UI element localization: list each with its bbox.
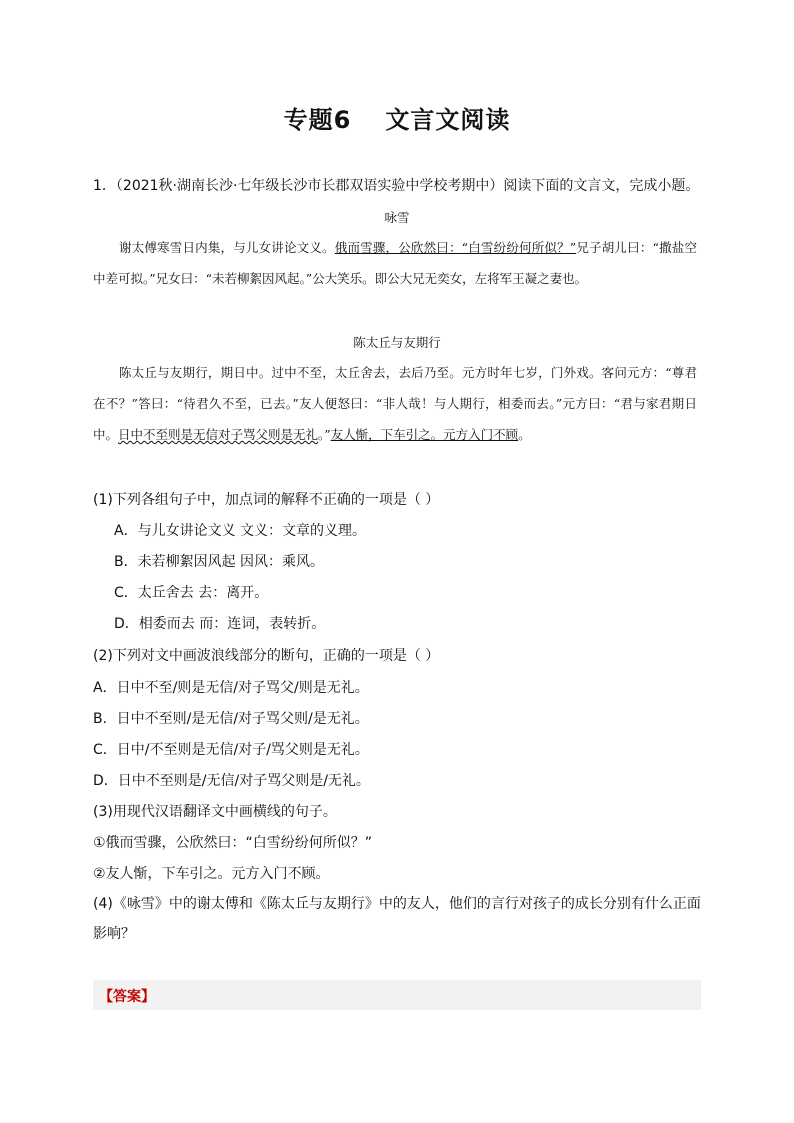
topic-name: 文言文阅读 [385,106,511,134]
passage-yongxue [93,232,697,294]
passage2-text-b: 。” [318,427,331,442]
passage2-underlined: 友人惭，下车引之。元方入门不顾 [330,427,519,442]
topic-number: 专题6 [283,106,352,134]
passage2-text-end: 。 [518,427,531,442]
passage1-underlined: 俄而雪骤，公欣然曰：“白雪纷纷何所似？” [334,240,577,255]
passage1-text-a: 谢太傅寒雪日内集，与儿女讲论文义。 [119,240,335,255]
passage-chentaiqiu [93,357,697,450]
sub2-option-b: B．日中不至则/是无信/对子骂父则/是无礼。 [93,711,369,727]
passage2-text-a: 陈太丘与友期行，期日中。过中不至，太丘舍去，去后乃至。元方时年七岁，门外戏。客问元方：“尊君在不？”答曰：“待君久不至，已去。”友人便怒曰：“非人哉！与人期行，相委而去。”元方曰：“君与家君期日中。 [93,365,697,442]
sub4-stem: (4)《咏雪》中的谢太傅和《陈太丘与友期行》中的友人，他们的言行对孩子的成长分别有什么正面影响？ [93,896,701,942]
passage-title-yongxue: 咏雪 [384,210,410,225]
answer-label: 【答案】 [99,989,155,1005]
sub1-option-b: B．未若柳絮因风起 因风：乘风。 [114,554,325,570]
sub1-option-a: A．与儿女讲论文义 文义：文章的义理。 [114,523,367,539]
sub2-option-d: D．日中不至则是/无信/对子骂父则是/无礼。 [93,773,370,789]
sub3-stem: (3)用现代汉语翻译文中画横线的句子。 [93,804,337,820]
sub3-item-2: ②友人惭，下车引之。元方入门不顾。 [93,866,330,882]
page-title [0,100,794,135]
sub1-option-d: D．相委而去 而：连词，表转折。 [114,616,326,632]
sub1-option-c: C．太丘舍去 去：离开。 [114,585,269,601]
sub2-option-c: C．日中/不至则是无信/对子/骂父则是无礼。 [93,742,369,758]
sub2-stem: (2)下列对文中画波浪线部分的断句，正确的一项是（ ） [93,648,440,664]
answer-bar [93,980,701,1010]
passage2-wavy: 日中不至则是无信对子骂父则是无礼 [118,427,319,442]
passage-title-chentaiqiu: 陈太丘与友期行 [353,335,441,350]
sub2-option-a: A．日中不至/则是无信/对子骂父/则是无礼。 [93,680,369,696]
question-intro: 1．（2021秋·湖南长沙·七年级长沙市长郡双语实验中学校考期中）阅读下面的文言文，完成小题。 [93,178,700,194]
sub3-item-1: ①俄而雪骤，公欣然曰：“白雪纷纷何所似？” [93,835,373,851]
sub1-stem: (1)下列各组句子中，加点词的解释不正确的一项是（ ） [93,492,440,508]
passage1-text-b: 兄子胡儿曰：“撒盐空中差可拟。”兄女曰：“未若柳絮因风起。”公大笑乐。即公大兄无奕女，左将军王凝之妻也。 [93,240,697,286]
